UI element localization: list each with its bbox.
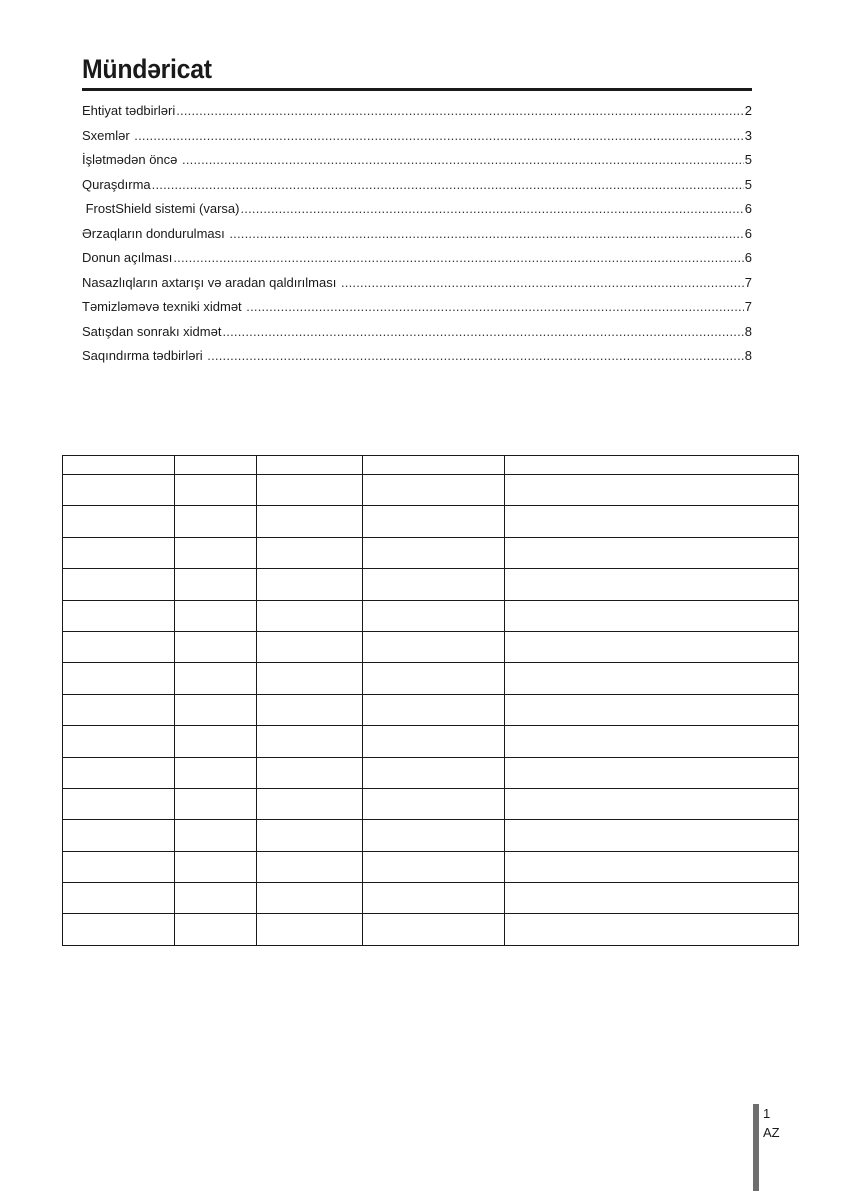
table-cell [257,537,363,568]
table-cell [257,726,363,757]
page-title: Mündəricat [82,54,212,84]
table-cell [63,600,175,631]
table-row [63,757,799,788]
toc-entry[interactable] [82,173,752,198]
table-row [63,506,799,537]
table-cell [505,456,799,475]
toc-entry-page: 6 [744,225,752,241]
toc-entry[interactable] [82,197,752,222]
table-cell [257,820,363,851]
table-cell [505,914,799,945]
table-row [63,820,799,851]
table-cell [63,694,175,725]
table-cell [363,537,505,568]
table-row [63,663,799,694]
table-cell [257,883,363,914]
toc-entry[interactable] [82,148,752,173]
table-cell [175,569,257,600]
table-cell [175,506,257,537]
table-row [63,851,799,882]
toc-leader-dots [152,173,744,198]
toc-entry-page: 8 [744,348,752,363]
table-cell [505,726,799,757]
toc-entry[interactable] [82,295,752,320]
table-cell [363,456,505,475]
table-row [63,788,799,819]
empty-grid-table [62,455,799,946]
toc-leader-dots [173,246,743,271]
toc-entry-label: FrostShield sistemi (varsa) [82,201,240,216]
table-cell [175,820,257,851]
table-cell [63,883,175,914]
table-cell [363,914,505,945]
table-cell [257,694,363,725]
table-cell [363,475,505,506]
table-cell [505,788,799,819]
table-cell [363,726,505,757]
footer-page-number: 1 [763,1106,771,1121]
table-cell [363,883,505,914]
table-cell [257,475,363,506]
table-cell [257,788,363,819]
table-cell [175,631,257,662]
table-cell [257,851,363,882]
table-cell [363,506,505,537]
toc-leader-dots [240,197,743,222]
table-cell [505,600,799,631]
table-cell [505,475,799,506]
toc-entry-label: Nasazlıqların axtarışı və aradan qaldırılması [82,274,340,290]
toc-entry-page: 7 [744,299,752,314]
table-cell [175,851,257,882]
table-cell [175,600,257,631]
toc-entry[interactable] [82,99,752,124]
table-cell [363,631,505,662]
table-cell [63,757,175,788]
table-cell [257,757,363,788]
table-row [63,631,799,662]
table-cell [63,914,175,945]
toc-entry[interactable] [82,246,752,271]
table-cell [175,456,257,475]
toc-leader-dots [222,320,743,345]
table-cell [63,820,175,851]
toc-entry-page: 6 [744,250,752,265]
table-cell [63,506,175,537]
table-cell [175,788,257,819]
toc-entry[interactable] [82,222,752,247]
table-cell [63,475,175,506]
table-row [63,726,799,757]
table-cell [63,788,175,819]
table-cell [175,726,257,757]
table-cell [363,788,505,819]
table-cell [63,569,175,600]
toc-leader-dots [246,295,743,320]
table-cell [363,569,505,600]
table-row [63,537,799,568]
toc-entry-page: 7 [744,274,752,290]
toc-entry[interactable] [82,124,752,149]
toc-leader-dots [341,271,744,296]
toc-entry[interactable] [82,271,752,296]
toc-entry-page: 5 [744,176,752,192]
table-cell [257,663,363,694]
toc-entry-label: Sxemlər [82,127,134,143]
table-cell [63,631,175,662]
table-cell [505,631,799,662]
table-cell [257,506,363,537]
toc-entry-label: Donun açılması [82,250,173,265]
table-cell [257,914,363,945]
table-row [63,600,799,631]
table-row [63,475,799,506]
table-cell [175,757,257,788]
table-cell [505,820,799,851]
table-cell [505,569,799,600]
toc-entry-page: 3 [744,127,752,143]
toc-leader-dots [182,148,744,173]
table-cell [257,456,363,475]
toc-entry-label: Təmizləməvə texniki xidmət [82,299,246,314]
table-cell [363,663,505,694]
table-cell [363,694,505,725]
toc-entry-page: 8 [744,323,752,339]
table-cell [63,537,175,568]
table-cell [363,757,505,788]
table-cell [505,851,799,882]
table-cell [175,663,257,694]
table-row [63,569,799,600]
table-cell [505,663,799,694]
table-cell [175,883,257,914]
footer-side-bar [753,1104,759,1191]
toc-entry-label: Ərzaqların dondurulması [82,225,229,241]
table-cell [505,694,799,725]
toc-entry-label: İşlətmədən öncə [82,152,182,167]
table-cell [505,757,799,788]
table-cell [257,600,363,631]
toc-entry-label: Ehtiyat tədbirləri [82,103,176,118]
table-cell [175,914,257,945]
toc-entry[interactable] [82,320,752,345]
footer-language-code: AZ [763,1125,780,1140]
toc-leader-dots [207,344,743,369]
toc-entry-page: 6 [744,201,752,216]
toc-entry-label: Quraşdırma [82,176,151,192]
table-cell [175,537,257,568]
table-cell [505,883,799,914]
title-underline [82,88,752,91]
toc-entry[interactable] [82,344,752,369]
toc-entry-page: 5 [744,152,752,167]
table-cell [175,694,257,725]
table-row [63,694,799,725]
table-row [63,883,799,914]
toc-leader-dots [134,124,743,149]
table-cell [363,820,505,851]
table-cell [63,456,175,475]
table-cell [363,851,505,882]
table-cell [63,851,175,882]
table-cell [363,600,505,631]
toc-entry-label: Satışdan sonrakı xidmət [82,323,222,339]
table-of-contents [82,99,752,369]
toc-leader-dots [229,222,743,247]
table-row [63,914,799,945]
toc-entry-label: Saqındırma tədbirləri [82,348,207,363]
table-cell [257,569,363,600]
table-cell [505,537,799,568]
table-cell [257,631,363,662]
table-header-row [63,456,799,475]
toc-leader-dots [176,99,744,124]
table-cell [63,663,175,694]
table-cell [63,726,175,757]
table-cell [175,475,257,506]
table-cell [505,506,799,537]
toc-entry-page: 2 [744,103,752,118]
